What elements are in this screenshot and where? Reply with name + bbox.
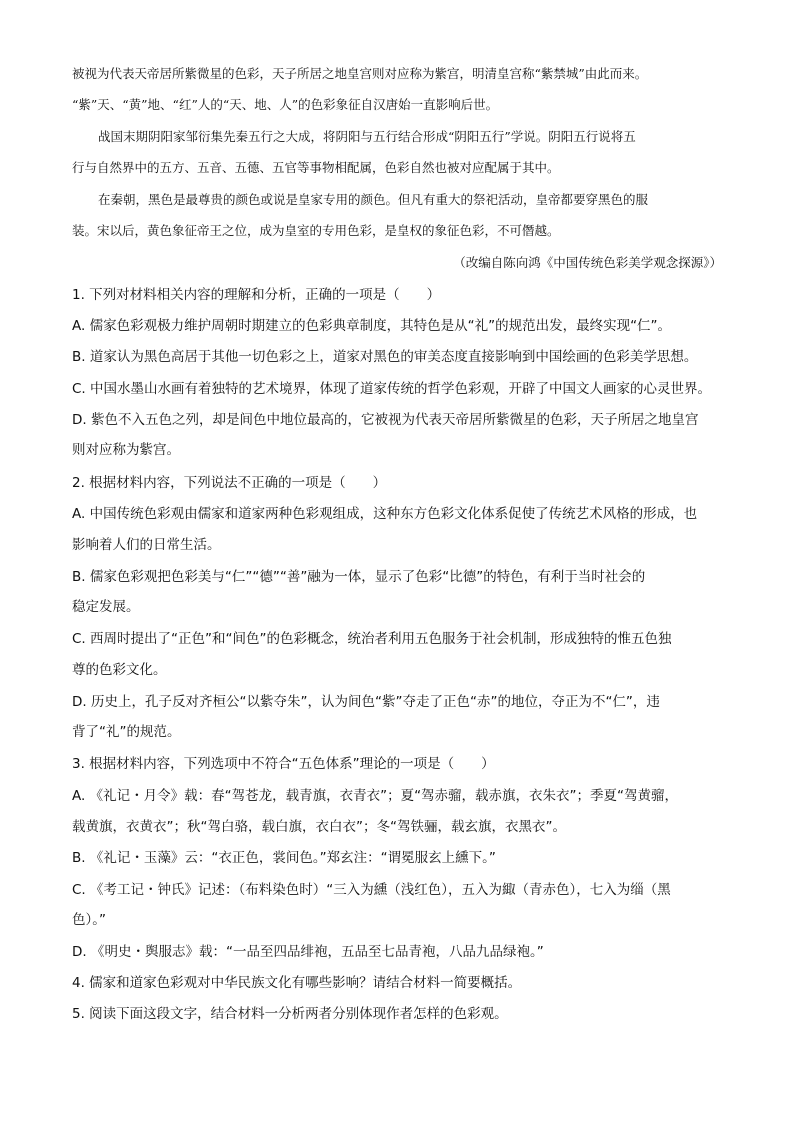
question-3-stem: 3. 根据材料内容，下列选项中不符合“五色体系”理论的一项是（ ） — [72, 756, 495, 772]
question-3-option-d: D. 《明史・舆服志》载：“一品至四品绯袍，五品至七品青袍，八品九品绿袍。” — [72, 944, 544, 960]
question-2-option-a-cont: 影响着人们的日常生活。 — [72, 537, 221, 553]
question-1-option-b: B. 道家认为黑色高居于其他一切色彩之上，道家对黑色的审美态度直接影响到中国绘画的色彩美学思想。 — [72, 349, 698, 365]
question-3-option-c-cont: 色）。” — [72, 912, 106, 928]
question-2-option-d: D. 历史上，孔子反对齐桓公“以紫夺朱”，认为间色“紫”夺走了正色“赤”的地位，夺正为不“仁”，违 — [72, 694, 660, 710]
passage-line: 战国末期阴阳家邹衍集先秦五行之大成，将阴阳与五行结合形成“阴阳五行”学说。阴阳五行说将五 — [98, 129, 636, 144]
passage-line: 在秦朝，黑色是最尊贵的颜色或说是皇家专用的颜色。但凡有重大的祭祀活动，皇帝都要穿黑色的服 — [98, 192, 649, 207]
passage-line: 装。宋以后，黄色象征帝王之位，成为皇室的专用色彩，是皇权的象征色彩，不可僭越。 — [72, 223, 560, 238]
passage-source: （改编自陈向鸿《中国传统色彩美学观念探源》） — [453, 255, 722, 270]
question-2-option-b: B. 儒家色彩观把色彩美与“仁”“德”“善”融为一体，显示了色彩“比德”的特色，有利于当时社会的 — [72, 569, 646, 585]
question-1-stem: 1. 下列对材料相关内容的理解和分析，正确的一项是（ ） — [72, 287, 441, 303]
question-3-option-a: A. 《礼记・月令》载：春“驾苍龙，载青旗，衣青衣”；夏“驾赤骝，载赤旗，衣朱衣”；季夏“驾黄骝， — [72, 788, 679, 804]
passage-line: “紫”天、“黄”地、“红”人的“天、地、人”的色彩象征自汉唐始一直影响后世。 — [72, 97, 499, 112]
question-2-option-c-cont: 尊的色彩文化。 — [72, 662, 167, 678]
question-2-stem: 2. 根据材料内容，下列说法不正确的一项是（ ） — [72, 475, 387, 491]
question-2-option-b-cont: 稳定发展。 — [72, 599, 140, 615]
question-1-option-d: D. 紫色不入五色之列，却是间色中地位最高的，它被视为代表天帝居所紫微星的色彩，天子所居之地皇宫 — [72, 412, 699, 428]
question-1-option-c: C. 中国水墨山水画有着独特的艺术境界，体现了道家传统的哲学色彩观，开辟了中国文人画家的心灵世界。 — [72, 381, 712, 397]
passage-line: 被视为代表天帝居所紫微星的色彩，天子所居之地皇宫则对应称为紫宫，明清皇宫称“紫禁城”由此而来。 — [72, 66, 648, 81]
question-1-option-a: A. 儒家色彩观极力维护周朝时期建立的色彩典章制度，其特色是从“礼”的规范出发，最终实现“仁”。 — [72, 318, 672, 334]
question-4-stem: 4. 儒家和道家色彩观对中华民族文化有哪些影响？请结合材料一简要概括。 — [72, 975, 522, 991]
question-2-option-c: C. 西周时提出了“正色”和“间色”的色彩概念，统治者利用五色服务于社会机制，形成独特的惟五色独 — [72, 631, 672, 647]
question-3-option-a-cont: 载黄旗，衣黄衣”；秋“驾白骆，载白旗，衣白衣”；冬“驾铁骊，载玄旗，衣黑衣”。 — [72, 819, 566, 835]
question-1-option-d-cont: 则对应称为紫宫。 — [72, 442, 180, 458]
question-5-stem: 5. 阅读下面这段文字，结合材料一分析两者分别体现作者怎样的色彩观。 — [72, 1006, 508, 1022]
passage-line: 行与自然界中的五方、五音、五德、五官等事物相配属，色彩自然也被对应配属于其中。 — [72, 160, 560, 175]
question-3-option-c: C. 《考工记・钟氏》记述：（布料染色时）“三入为纁（浅红色），五入为緅（青赤色），七入为缁（黑 — [72, 882, 671, 898]
question-2-option-d-cont: 背了“礼”的规范。 — [72, 724, 181, 740]
question-2-option-a: A. 中国传统色彩观由儒家和道家两种色彩观组成，这种东方色彩文化体系促使了传统艺术风格的形成，也 — [72, 506, 698, 522]
question-3-option-b: B. 《礼记・玉藻》云：“衣正色，裳间色。”郑玄注：“谓冕服玄上纁下。” — [72, 850, 496, 866]
